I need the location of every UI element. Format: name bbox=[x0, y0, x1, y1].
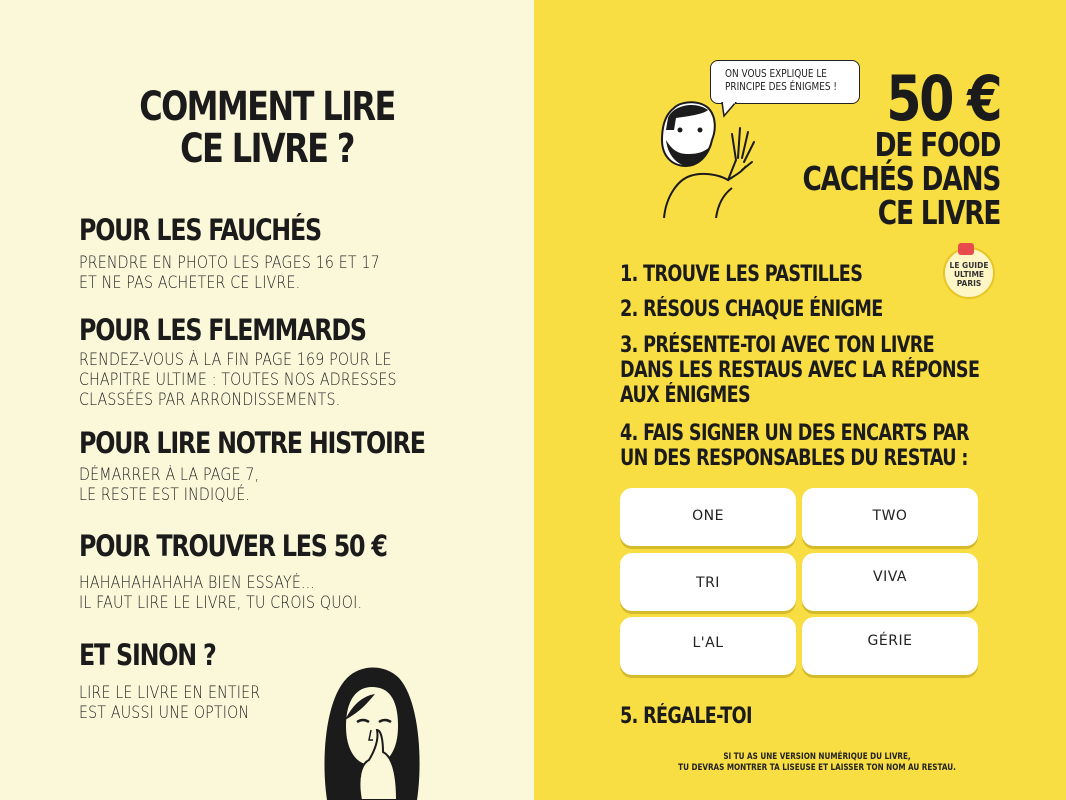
badge-line: LE GUIDE bbox=[949, 261, 989, 270]
section-body-flemmards bbox=[79, 350, 397, 410]
woman-shush-illustration bbox=[305, 660, 435, 800]
promo-block bbox=[753, 62, 1000, 232]
footnote-line: TU DEVRAS MONTRER TA LISEUSE ET LAISSER TON NOM AU RESTAU. bbox=[678, 763, 956, 773]
body-line: RENDEZ-VOUS À LA FIN PAGE 169 POUR LE bbox=[79, 350, 392, 369]
signature-card bbox=[802, 553, 978, 611]
step-line: UN DES RESPONSABLES DU RESTAU : bbox=[620, 446, 968, 471]
section-heading-histoire: POUR LIRE NOTRE HISTOIRE bbox=[79, 426, 425, 460]
body-line: HAHAHAHAHAHA BIEN ESSAYÉ... bbox=[79, 573, 316, 592]
bubble-line: ON VOUS EXPLIQUE LE bbox=[725, 68, 827, 80]
badge-line: PARIS bbox=[956, 279, 982, 288]
section-heading-flemmards: POUR LES FLEMMARDS bbox=[79, 313, 366, 347]
step-line: 2. RÉSOUS CHAQUE ÉNIGME bbox=[620, 297, 883, 322]
card-label: ONE bbox=[692, 508, 724, 524]
section-heading-50-euros: POUR TROUVER LES 50 € bbox=[79, 529, 387, 563]
title-line: CE LIVRE ? bbox=[180, 126, 354, 172]
signature-card bbox=[620, 488, 796, 546]
promo-line: CE LIVRE bbox=[877, 193, 1000, 232]
step-5 bbox=[620, 704, 785, 729]
step-line: DANS LES RESTAUS AVEC LA RÉPONSE bbox=[620, 358, 980, 383]
title-line: COMMENT LIRE bbox=[139, 84, 395, 130]
bubble-line: PRINCIPE DES ÉNIGMES ! bbox=[725, 81, 837, 93]
body-line: DÉMARRER À LA PAGE 7, bbox=[79, 465, 260, 484]
body-line: CLASSÉES PAR ARRONDISSEMENTS. bbox=[79, 390, 341, 409]
section-body-50-euros bbox=[79, 573, 362, 613]
step-line: 3. PRÉSENTE-TOI AVEC TON LIVRE bbox=[620, 333, 935, 358]
section-body-histoire bbox=[79, 465, 259, 505]
promo-line: CACHÉS DANS bbox=[802, 159, 1000, 198]
promo-price: 50 € bbox=[886, 62, 1000, 135]
card-label: TRI bbox=[696, 575, 720, 591]
step-line: AUX ÉNIGMES bbox=[620, 383, 750, 408]
badge-text bbox=[945, 261, 993, 288]
guide-ultime-badge bbox=[943, 247, 995, 299]
signature-card bbox=[802, 617, 978, 675]
footnote-line: SI TU AS UNE VERSION NUMÉRIQUE DU LIVRE, bbox=[723, 752, 911, 762]
man-waving-illustration bbox=[646, 100, 768, 218]
section-body-sinon bbox=[79, 683, 260, 723]
right-page bbox=[534, 0, 1066, 800]
badge-line: ULTIME bbox=[953, 270, 985, 279]
signature-card bbox=[620, 553, 796, 611]
section-heading-fauches: POUR LES FAUCHÉS bbox=[79, 213, 321, 247]
card-label: TWO bbox=[872, 508, 908, 524]
card-label: VIVA bbox=[873, 569, 907, 585]
step-3 bbox=[620, 333, 1066, 408]
body-line: PRENDRE EN PHOTO LES PAGES 16 ET 17 bbox=[79, 253, 380, 272]
promo-line: DE FOOD bbox=[874, 125, 1000, 164]
signature-card bbox=[620, 617, 796, 675]
body-line: ET NE PAS ACHETER CE LIVRE. bbox=[79, 273, 301, 292]
body-line: EST AUSSI UNE OPTION bbox=[79, 703, 250, 722]
step-line: 4. FAIS SIGNER UN DES ENCARTS PAR bbox=[620, 421, 969, 446]
body-line: CHAPITRE ULTIME : TOUTES NOS ADRESSES bbox=[79, 370, 397, 389]
section-heading-sinon: ET SINON ? bbox=[79, 638, 216, 672]
page-title bbox=[0, 86, 534, 170]
step-1 bbox=[620, 262, 923, 287]
body-line: LE RESTE EST INDIQUÉ. bbox=[79, 485, 251, 504]
step-2 bbox=[620, 297, 948, 322]
step-line: 5. RÉGALE-TOI bbox=[620, 704, 752, 729]
signature-card bbox=[802, 488, 978, 546]
step-4 bbox=[620, 421, 1056, 471]
step-line: 1. TROUVE LES PASTILLES bbox=[620, 262, 863, 287]
card-label: GÉRIE bbox=[867, 633, 913, 649]
heart-icon bbox=[958, 243, 974, 255]
section-body-fauches bbox=[79, 253, 380, 293]
body-line: LIRE LE LIVRE EN ENTIER bbox=[79, 683, 261, 702]
body-line: IL FAUT LIRE LE LIVRE, TU CROIS QUOI. bbox=[79, 593, 363, 612]
card-label: L'AL bbox=[692, 635, 724, 651]
footnote bbox=[614, 752, 1020, 774]
